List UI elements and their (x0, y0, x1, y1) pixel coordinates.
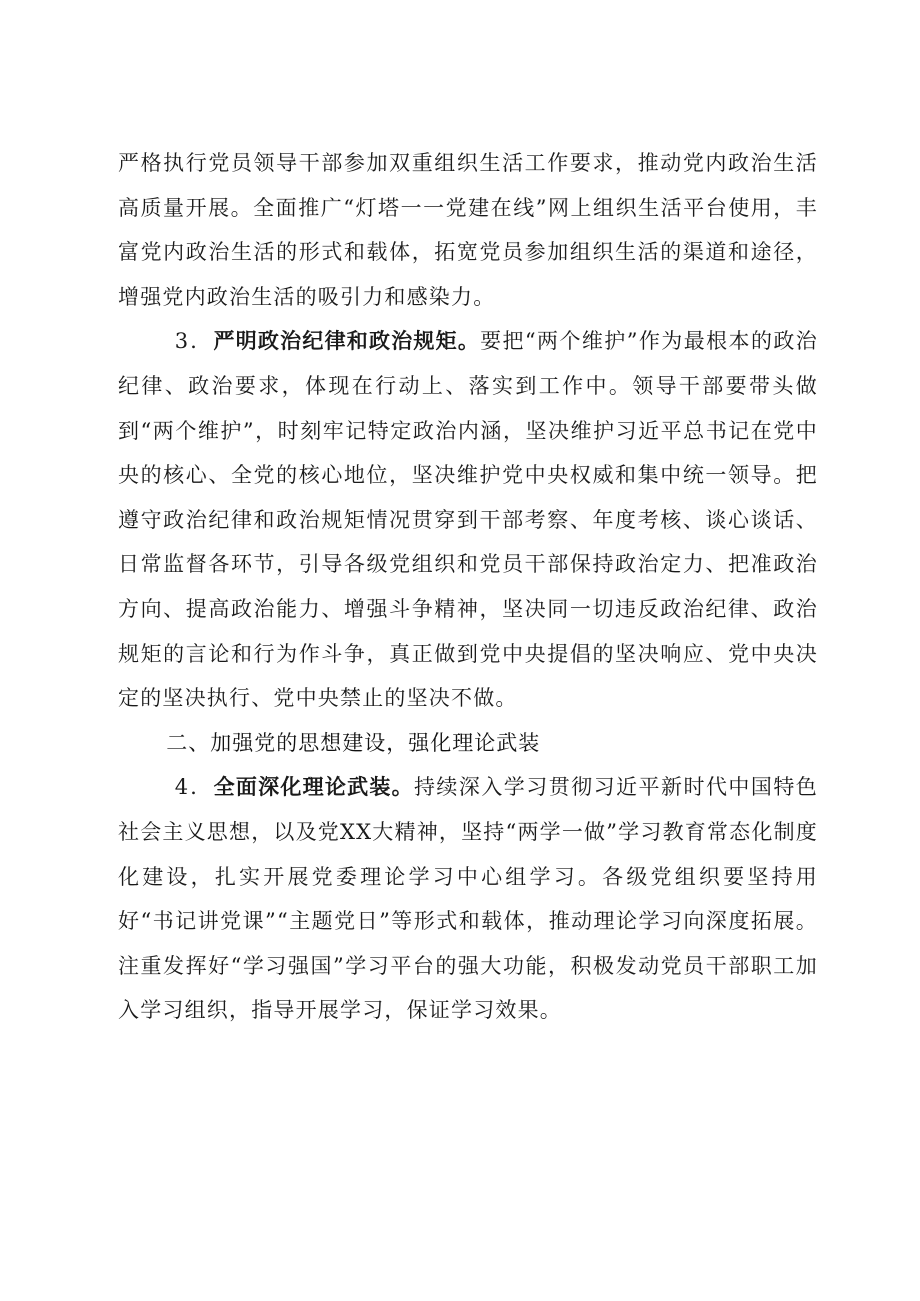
item-3-body: 要把“两个维护”作为最根本的政治纪律、政治要求，体现在行动上、落实到工作中。领导干部要带头做到“两个维护”，时刻牢记特定政治内涵，坚决维护习近平总书记在党中央的核心、全党的核心地位，坚决维护党中央权威和集中统一领导。把遵守政治纪律和政治规矩情况贯穿到干部考察、年度考核、谈心谈话、日常监督各环节，引导各级党组织和党员干部保持政治定力、把准政治方向、提高政治能力、增强斗争精神，坚决同一切违反政治纪律、政治规矩的言论和行为作斗争，真正做到党中央提倡的坚决响应、党中央决定的坚决执行、党中央禁止的坚决不做。 (118, 329, 818, 711)
continued-paragraph (118, 141, 818, 319)
continued-paragraph-text: 严格执行党员领导干部参加双重组织生活工作要求，推动党内政治生活高质量开展。全面推广“灯塔一一党建在线”网上组织生活平台使用，丰富党内政治生活的形式和载体，拓宽党员参加组织生活的渠道和途径，增强党内政治生活的吸引力和感染力。 (118, 151, 818, 309)
item-4-number: 4． (174, 775, 214, 800)
item-3-title: 严明政治纪律和政治规矩。 (213, 329, 481, 354)
item-3-number: 3． (174, 329, 214, 354)
item-4-body: 持续深入学习贯彻习近平新时代中国特色社会主义思想，以及党XX大精神，坚持“两学一做”学习教育常态化制度化建设，扎实开展党委理论学习中心组学习。各级党组织要坚持用好“书记讲党课”“主题党日”等形式和载体，推动理论学习向深度拓展。注重发挥好“学习强国”学习平台的强大功能，积极发动党员干部职工加入学习组织，指导开展学习，保证学习效果。 (118, 775, 818, 1023)
item-3-paragraph (118, 319, 818, 720)
item-4-paragraph (118, 765, 818, 1033)
item-4-title: 全面深化理论武装。 (213, 775, 414, 800)
document-body (118, 141, 818, 1033)
section-2-heading: 二、加强党的思想建设，强化理论武装 (166, 730, 541, 755)
